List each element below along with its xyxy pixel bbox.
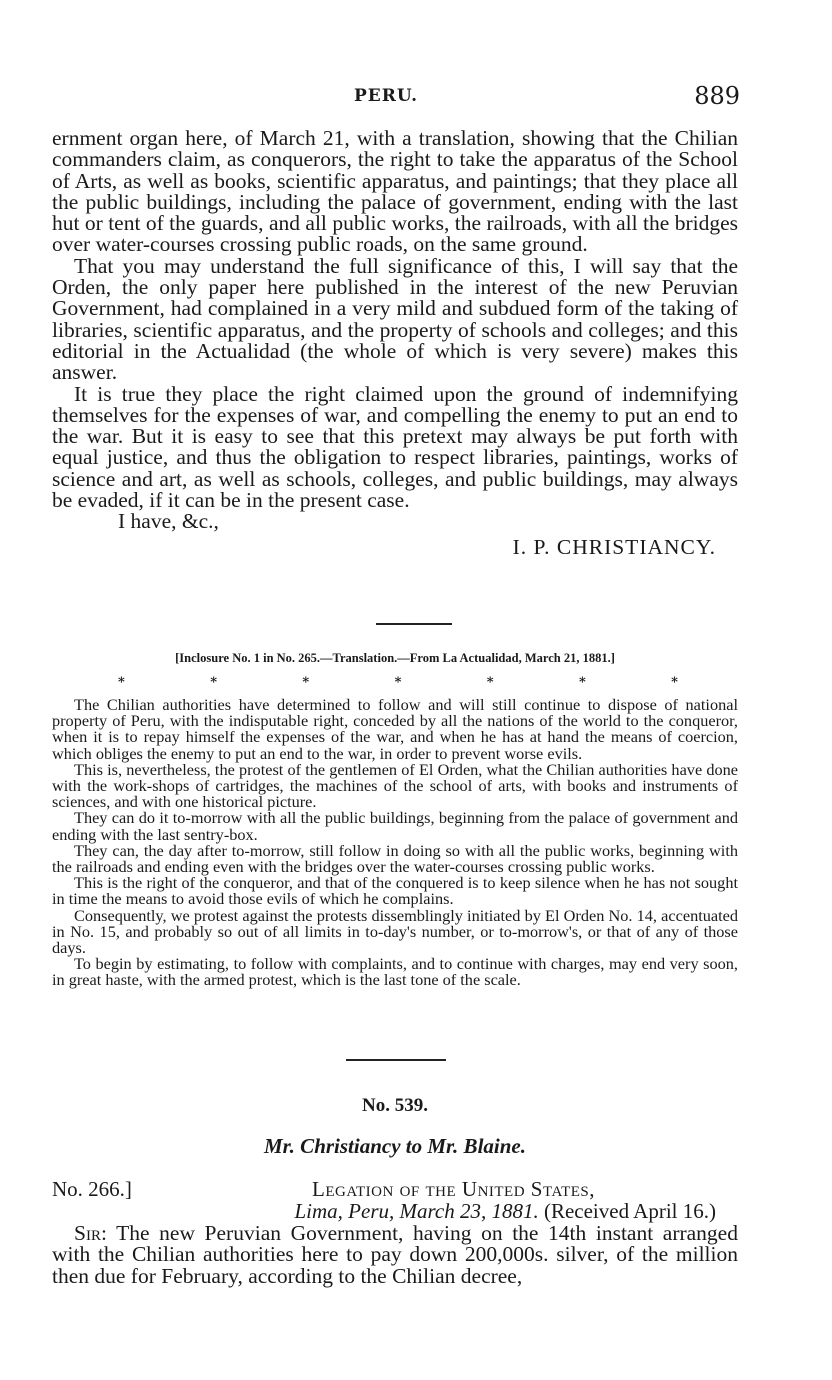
paragraph: It is true they place the right claimed upon the ground of indemnifying themselves for the expenses of war, and compelling the enemy to put an end to the war. But it is easy to see that this pretext may always be put forth with equal justice, and thus the obligation to respect libraries, paintings, works of science and art, as well as schools, colleges, and public buildings, may always be evaded, if it can be in the present case. (52, 381, 738, 513)
star: * (578, 675, 586, 690)
page-header (0, 82, 832, 112)
enclosure-header: [Inclosure No. 1 in No. 265.—Translation.—From La Actualidad, March 21, 1881.] (175, 651, 615, 665)
signature: I. P. CHRISTIANCY. (512, 534, 716, 559)
page-number: 889 (694, 82, 740, 110)
legation-line: Legation of the United States, (312, 1177, 596, 1201)
letter-heading (52, 1178, 738, 1222)
paragraph: That you may understand the full significance of this, I will say that the Orden, the only paper here published in the interest of the new Peruvian Government, had complained in a very mild and subdued form of the taking of libraries, scientific apparatus, and the property of schools and colleges; and this editorial in the Actualidad (the whole of which is very severe) makes this answer. (52, 253, 738, 385)
enclosure-paragraph: They can do it to-morrow with all the public buildings, beginning from the palace of government and ending with the last sentry-box. (52, 808, 738, 844)
letter-title: Mr. Christiancy to Mr. Blaine. (264, 1134, 526, 1158)
letter-body-text: The new Peruvian Government, having on the 14th instant arranged with the Chilian authorities here to pay down 200,000s. silver, of the million then due for February, according to the Chilian decree, (52, 1221, 738, 1288)
star: * (302, 675, 310, 690)
paragraph: ernment organ here, of March 21, with a translation, showing that the Chilian commanders claim, as conquerors, the right to take the apparatus of the School of Arts, as well as books, scientific apparatus, and paintings; that they place all the public buildings, including the palace of government, ending with the last hut or tent of the guards, and all public works, the railroads, with all the bridges over water-courses crossing public roads, on the same ground. (52, 126, 738, 257)
enclosure-paragraph: Consequently, we protest against the protests dissemblingly initiated by El Orden No. 14, accentuated in No. 15, and probably so out of all limits in to-day's number, or to-morrow's, or that of any of those days. (52, 905, 738, 958)
running-title: PERU. (353, 86, 419, 106)
enclosure-paragraph: They can, the day after to-morrow, still follow in doing so with all the public works, beginning with the railroads and ending even with the bridges over the water-courses crossing public works. (52, 840, 738, 877)
salutation: Sir: (74, 1221, 107, 1245)
star: * (671, 675, 678, 690)
star: * (210, 675, 217, 690)
reference-number: No. 266.] (52, 1177, 132, 1201)
enclosure-text (52, 697, 738, 989)
star: * (394, 675, 402, 690)
enclosure-paragraph: The Chilian authorities have determined to follow and will still continue to dispose of national property of Peru, with the indisputable right, conceded by all the nations of the world to the conqueror, when it is to repay himself the expenses of the war, and when he has at hand the means of coercion, which obliges the enemy to put an end to the war, in order to prevent worse evils. (52, 695, 738, 763)
letter-body (52, 1223, 738, 1287)
received-date: (Received April 16.) (543, 1199, 716, 1223)
letter-continuation (52, 128, 738, 558)
document-number: No. 539. (362, 1095, 428, 1116)
place-date: Lima, Peru, March 23, 1881. (294, 1199, 539, 1223)
enclosure-paragraph: To begin by estimating, to follow with complaints, and to continue with charges, may end very soon, in great haste, with the armed protest, which is the last tone of the scale. (52, 954, 738, 990)
section-divider (346, 1059, 446, 1061)
ellipsis-stars (118, 675, 678, 690)
star: * (486, 675, 494, 690)
enclosure-paragraph: This is, nevertheless, the protest of the gentlemen of El Orden, what the Chilian authorities have done with the work-shops of cartridges, the machines of the school of arts, with books and instruments of sciences, and with one historical picture. (52, 759, 738, 812)
star: * (118, 675, 125, 690)
section-divider (376, 623, 452, 625)
closing: I have, &c., (118, 509, 219, 534)
enclosure-paragraph: This is the right of the conqueror, and that of the conquered is to keep silence when he has not sought in time the means to avoid those evils of which he complains. (52, 873, 738, 909)
